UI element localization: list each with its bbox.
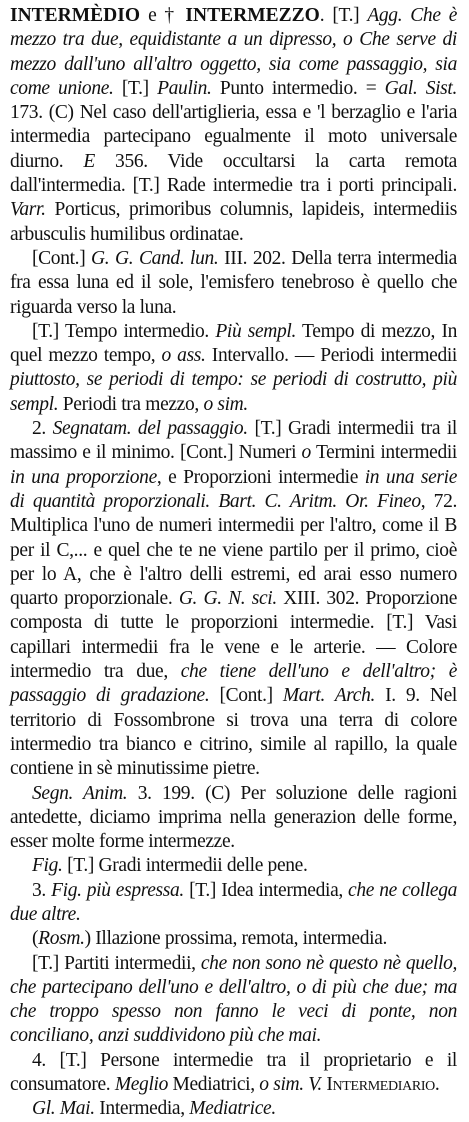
text-run: Mart. Arch. [282, 685, 376, 707]
entry-sense-2 [10, 417, 457, 781]
text-run: in una serie di quantità proporzionali. Bart. C. Aritm. Or. Fineo [10, 466, 458, 512]
text-run: , 72. Multiplica l'uno de numeri intermedii per l'altro, come il B per il C,... e quel che te ne viene partilo per il primo, cioè per lo A, che è l'altro delli estremi, ed arai esso numero quarto proporzionale. [10, 490, 457, 610]
text-run: III. 202. Della terra intermedia fra essa luna ed il sole, l'emisfero tenebroso è quello che riguarda verso la luna. [10, 247, 457, 318]
text-run: Intermedia, [94, 1098, 190, 1120]
text-run: [T.] Gradi intermedii delle pene. [62, 855, 308, 877]
text-run: 3. 199. (C) Per soluzione delle ragioni antedette, diciamo imprima nella generazion delle forme, esser molte forme intermezze. [10, 782, 457, 853]
text-run: I. 9. Nel territorio di Fossombrone si trova una terra di colore intermedio tra bianco e citrino, simile al rapillo, la quale contiene in sè minutissime pietre. [10, 685, 457, 780]
text-run: Gal. Sist. [384, 77, 458, 99]
text-run: Fig. [32, 855, 63, 877]
text-run: o sim. [203, 393, 248, 415]
text-run: Varr. [10, 199, 46, 221]
text-run: Rosm. [38, 928, 85, 950]
text-run: [T.] [113, 77, 158, 99]
text-run: Segn. Anim. [32, 782, 128, 804]
text-run: Mediatrice. [189, 1098, 276, 1120]
text-run: INTERMEZZO [185, 5, 320, 26]
text-run: Mediatrici, [167, 1074, 260, 1096]
entry-definition [10, 4, 457, 247]
text-run: G. G. N. sci. [178, 588, 277, 610]
text-run: [T.] Gradi intermedii tra il massimo e il minimo. [Cont.] Numeri [10, 418, 457, 464]
text-run: Più sempl. [215, 320, 297, 342]
text-run: Porticus, primoribus columnis, lapideis, intermediis arbusculis humilibus ordinatae. [10, 199, 457, 245]
text-run: Meglio [114, 1074, 168, 1096]
entry-sense-3 [10, 879, 457, 928]
text-run: 2. [32, 418, 53, 440]
text-run: [T.] Tempo intermedio. [32, 320, 216, 342]
text-run: Intermediario. [321, 1074, 440, 1096]
text-run: 3. [32, 879, 52, 901]
entry-partiti [10, 952, 457, 1049]
text-run: . [T.] [319, 5, 368, 26]
text-run: Gl. Mai. [32, 1098, 95, 1120]
text-run: , e Proporzioni intermedie [156, 466, 365, 488]
entry-gloss [10, 1097, 457, 1121]
text-run: Termini intermedii [310, 442, 457, 464]
text-run: [Cont.] [209, 685, 283, 707]
entry-citation-segni [10, 782, 457, 855]
text-run: 173. (C) Nel caso dell'artiglieria, essa e 'l berzaglio e l'aria intermedia partecipano egualmente il moto universale diurno. [10, 102, 457, 172]
text-run: Intervallo. — Periodi intermedii [205, 345, 458, 367]
entry-figurative [10, 854, 457, 878]
entry-sense-tempo [10, 320, 457, 417]
text-run: che ne collega due altre. [10, 879, 458, 925]
text-run: in una proporzione [10, 466, 157, 488]
text-run: Periodi tra mezzo, [58, 393, 204, 415]
text-run: Punto intermedio. = [211, 77, 385, 99]
text-run: E [83, 150, 95, 172]
text-run: XIII. 302. Proporzione composta di tutte le proporzioni intermedie. [T.] Vasi capillari intermedii fra le vene e le arterie. — Colore intermedio tra due, [10, 588, 457, 683]
text-run: G. G. Cand. lun. [91, 247, 219, 269]
text-run: ) Illazione prossima, remota, intermedia. [84, 928, 388, 950]
text-run: [Cont.] [32, 247, 92, 269]
text-run: Paulin. [157, 77, 212, 99]
text-run: INTERMÈDIO [10, 5, 141, 26]
text-run: Agg. Che è mezzo tra due, equidistante a un dipresso, o Che serve di mezzo dall'uno all'altro oggetto, sia come passaggio, sia come unione. [10, 5, 457, 99]
text-run: 356. Vide occultarsi la carta remota dall'intermedia. [T.] Rade intermedie tra i porti principali. [10, 150, 457, 197]
text-run: e † [140, 5, 186, 26]
text-run: ( [32, 928, 39, 950]
text-run: [T.] Partiti intermedii, [32, 952, 201, 974]
text-run: o ass. [161, 345, 206, 367]
entry-citation-candore [10, 247, 457, 320]
text-run: 4. [T.] Persone intermedie tra il proprietario e il consumatore. [10, 1049, 457, 1096]
entry-sense-4 [10, 1049, 457, 1098]
text-run: o [301, 442, 311, 464]
text-run: Tempo di mezzo, In quel mezzo tempo, [10, 320, 457, 367]
text-run: che non sono nè questo nè quello, che partecipano dell'uno e dell'altro, o di più che due; ma che troppo spesso non fanno le veci di ponte, non conciliano, anzi suddividono più che mai. [10, 952, 457, 1047]
text-run: [T.] Idea intermedia, [183, 879, 349, 901]
text-run: Segnatam. del passaggio. [52, 418, 248, 440]
text-run: che tiene dell'uno e dell'altro; è passaggio di gradazione. [10, 661, 457, 707]
text-run: o sim. V. [259, 1074, 322, 1096]
entry-citation-rosmini [10, 927, 457, 951]
text-run: piuttosto, se periodi di tempo: se periodi di costrutto, più sempl. [10, 369, 457, 415]
text-run: Fig. più espressa. [51, 879, 184, 901]
